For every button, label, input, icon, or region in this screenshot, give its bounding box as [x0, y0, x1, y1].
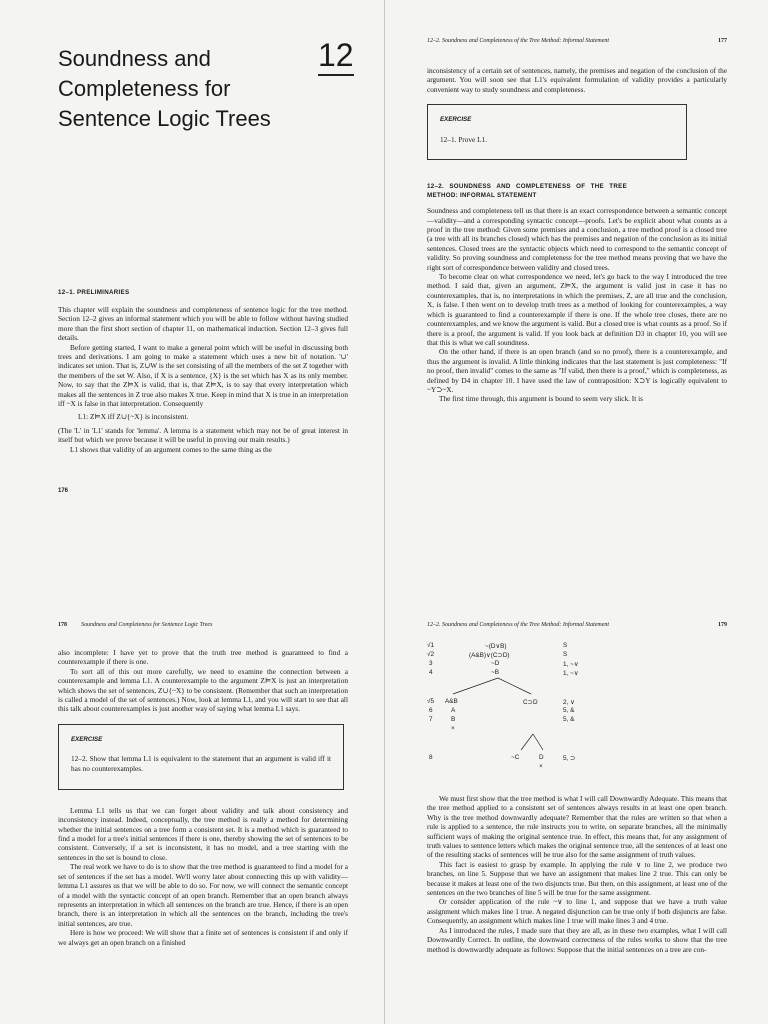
tree-formula: D — [539, 754, 544, 761]
paragraph: On the other hand, if there is an open branch (and so no proof), there is a counterexample, and thus the argument is invalid. A little thinking indicates that the last statement is just completeness: "If no proof, then invalid" comes to the same as "If valid, then there is a proof," which is completeness, as defined by D4 in chapter 10. I have used the law of contraposition: X⊃Y is logically equivalent to ~Y⊃~X. — [427, 347, 727, 394]
page-177 — [384, 0, 768, 512]
paragraph: The first time through, this argument is bound to seem very slick. It is — [439, 394, 643, 404]
running-head-title: Soundness and Completeness for Sentence Logic Trees — [81, 622, 213, 628]
tree-justification: 5, ⊃ — [563, 755, 576, 762]
exercise-title: EXERCISE — [440, 116, 472, 124]
tree-formula: ~(D∨B) — [485, 643, 507, 650]
paragraph: Here is how we proceed: We will show that a finite set of sentences is consistent if and only if we always get an open branch on a finished — [58, 928, 348, 947]
paragraph: Before getting started, I want to make a general point which will be useful in discussing both trees and derivations. I am going to make a statement which uses a new bit of notation. '∪' indicates set union. That is, Z∪W is the set consisting of all the members of the set Z together with the members of the set W. Also, if X is a sentence, {X} is the set which has X as its only member. Now, to say that the Z⊨X is valid, that is, that Z⊨X, is to say that every interpretation which makes all the sentences in Z true also makes X true. Keep in mind that X is true in an interpretation iff ~X is false in that interpretation. Consequently — [58, 342, 348, 409]
paragraph: The real work we have to do is to show that the tree method is guaranteed to find a model for a set of sentences if the set has a model. We'll worry later about connecting this up with validity—lemma L1 assures us that we will be able to do so. For now, we will connect the semantic concept of a model with the syntactic concept of an open branch. Remember that an open branch always represents an interpretation in which all sentences on the branch are true. Hence, if there is an open branch, there is an interpretation in which all the sentences on the branch, including the tree's initial sentences, are true. — [58, 862, 348, 928]
running-head-title: 12–2. Soundness and Completeness of the Tree Method: Informal Statement — [427, 38, 610, 44]
page-177-body — [427, 66, 727, 404]
paragraph: Or consider application of the rule ~∨ to line 1, and suppose that we have a truth value assignment which makes line 1 true. A negated disjunction can be true only if both disjuncts are false. Consequently, an assignment which makes line 1 true will make lines 3 and 4 true. — [427, 897, 727, 926]
exercise-box — [58, 724, 344, 790]
tree-line-mark: 4 — [429, 669, 433, 676]
tree-formula: A — [451, 707, 456, 714]
paragraph: This fact is easiest to grasp by example. In applying the rule ∨ to line 2, we produce two branches, on line 5. Suppose that we have an assignment that makes line 2 true. This can only be because it makes at least one of the two disjuncts true. But then, on this assignment, at least one of the sentences on the two branches of line 5 will be true for the same assignment. — [427, 859, 727, 898]
tree-justification: 1, ~∨ — [563, 670, 579, 677]
paragraph: We must first show that the tree method is what I will call Downwardly Adequate. This means that the tree method applied to a consistent set of sentences always results in at least one open branch. Why is the tree method downwardly adequate? Remember that the rules are written so that when a rule is applied to a sentence, the rule instructs you to write, on separate branches, all the minimally sufficient ways of making the original sentence true. In effect, this means that, for any assignment of truth values to sentence letters which makes the original sentence true, all the sentences of at least one of the resulting stacks of sentences will be true also for the same assignment of truth values. — [427, 794, 727, 860]
paragraph: To sort all of this out more carefully, we need to examine the connection between a counterexample and lemma L1. A counterexample to the argument Z⊨X is just an interpretation which shows the set of sentences, Z∪{~X} to be consistent. (Remember that such an interpretation is called a model of the set of sentences.) Now, look at lemma L1, and you will start to see that all this talk about counterexamples is just another way of saying what lemma L1 says. — [58, 666, 348, 714]
running-head — [427, 622, 727, 628]
paragraph: Soundness and completeness tell us that there is an exact correspondence between a semantic concept—validity—and a corresponding syntactic concept—proofs. Let's be explicit about what counts as a proof in the tree method: Given some premises and a conclusion, a tree method proof is a closed tree (a tree with all its branches closed) which has the premises and negation of the conclusion as its initial sentences. Closed trees are the syntactic objects which need to correspond to the semantic concept of validity. So proving soundness and completeness for the tree method means proving that we have the right sort of correspondence between validity and closed trees. — [427, 206, 727, 272]
tree-justification: 5, & — [563, 716, 575, 723]
exercise-box — [427, 104, 687, 160]
paragraph: Lemma L1 tells us that we can forget about validity and talk about consistency and inconsistency instead. Indeed, conceptually, the tree method is really a method for determining whether the initial sentences on a tree form a consistent set. It is a method which is guaranteed to find a model for a tree's initial sentences if there is one, thereby showing the set of sentences to be consistent. Conversely, if a set is inconsistent, it has no model, and a tree starting with the sentences in the set is bound to close. — [58, 805, 348, 862]
paragraph: (The 'L' in 'L1' stands for 'lemma'. A lemma is a statement which may not be of great interest in itself but which we prove because it will be useful in proving our main results.) — [58, 425, 348, 445]
tree-formula: (A&B)∨(C⊃D) — [469, 652, 510, 659]
tree-formula: B — [451, 716, 456, 723]
paragraph: L1 shows that validity of an argument comes to the same thing as the — [70, 444, 272, 454]
chapter-title: Soundness and Completeness for Sentence Logic Trees — [58, 46, 271, 131]
paragraph: As I introduced the rules, I made sure that they are all, as in these two examples, what I will call Downwardly Correct. In outline, the downward correctness of the rules works to show that the tree method is downwardly adequate as follows: Suppose that the initial sentences on a tree are con- — [427, 925, 727, 954]
tree-justification: S — [563, 642, 568, 649]
tree-closed-mark: × — [539, 763, 543, 770]
section-heading: 12–1. PRELIMINARIES — [58, 289, 130, 296]
page-176-body — [58, 288, 348, 454]
page-178 — [0, 512, 384, 1024]
tree-justification: S — [563, 651, 568, 658]
page-179 — [384, 512, 768, 1024]
tree-justification: 1, ~∨ — [563, 661, 579, 668]
page-178-body — [58, 648, 348, 947]
page-179-body — [427, 794, 727, 954]
page-number: 178 — [58, 622, 67, 628]
page-number: 177 — [718, 38, 727, 44]
page-176 — [0, 0, 384, 512]
paragraph: inconsistency of a certain set of sentences, namely, the premises and negation of the conclusion of the argument. You will soon see that L1's equivalent formulation of validity provides a particularly convenient way to study soundness and completeness. — [427, 66, 727, 94]
tree-justification: 5, & — [563, 707, 575, 714]
tree-line-mark: 6 — [429, 707, 433, 714]
tree-formula: ~D — [491, 660, 500, 667]
exercise-title: EXERCISE — [71, 735, 103, 743]
running-head-title: 12–2. Soundness and Completeness of the Tree Method: Informal Statement — [427, 622, 610, 628]
page-number: 179 — [718, 622, 727, 628]
exercise-text: 12–2. Show that lemma L1 is equivalent to the statement that an argument is valid iff it has no counterexamples. — [71, 754, 331, 773]
tree-closed-mark: × — [451, 725, 455, 732]
tree-line-mark: 8 — [429, 754, 433, 761]
page-number: 176 — [58, 488, 69, 494]
lemma: L1: Z⊨X iff Z∪{~X} is inconsistent. — [78, 412, 189, 422]
section-heading: 12–2. SOUNDNESS AND COMPLETENESS OF THE TREE METHOD: INFORMAL STATEMENT — [427, 183, 627, 200]
tree-justification: 2, ∨ — [563, 699, 575, 706]
running-head — [427, 38, 727, 44]
tree-line-mark: √5 — [427, 698, 435, 705]
tree-line-mark: 7 — [429, 716, 433, 723]
tree-formula: C⊃D — [523, 699, 538, 706]
tree-line-mark: 3 — [429, 660, 433, 667]
paragraph: also incomplete: I have yet to prove that the truth tree method is guaranteed to find a counterexample if there is one. — [58, 648, 348, 667]
tree-formula: A&B — [445, 698, 458, 705]
tree-line-mark: √2 — [427, 651, 435, 658]
paragraph: To become clear on what correspondence we need, let's go back to the way I introduced the tree method. I said that, given an argument, Z⊨X, the argument is valid just in case it has no counterexamples, that is, no interpretations in which the premises, Z, are all true and the conclusion, X, is false. I then went on to develop truth trees as a method of looking for counterexamples, a way which is guaranteed to find a counterexample if there is one. If the whole tree closes, there are no counterexamples, and we know the argument is valid. But a closed tree is what counts as a proof. So if there is a proof, the argument is valid. If you look back at definition D3 in chapter 10, you will see that this is what we call soundness. — [427, 272, 727, 347]
tree-line-mark: √1 — [427, 642, 435, 649]
tree-formula: ~C — [511, 754, 520, 761]
chapter-number: 12 — [318, 38, 354, 76]
running-head — [58, 622, 348, 628]
truth-tree — [423, 642, 623, 782]
paragraph: This chapter will explain the soundness and completeness of sentence logic for the tree method. Section 12–2 gives an informal statement which you will be able to follow without having studied more than the first short section of chapter 11, on mathematical induction. Section 12–3 gives full details. — [58, 305, 348, 343]
exercise-text: 12–1. Prove L1. — [440, 134, 488, 144]
bottom-spread — [0, 512, 768, 1024]
tree-formula: ~B — [491, 669, 499, 676]
